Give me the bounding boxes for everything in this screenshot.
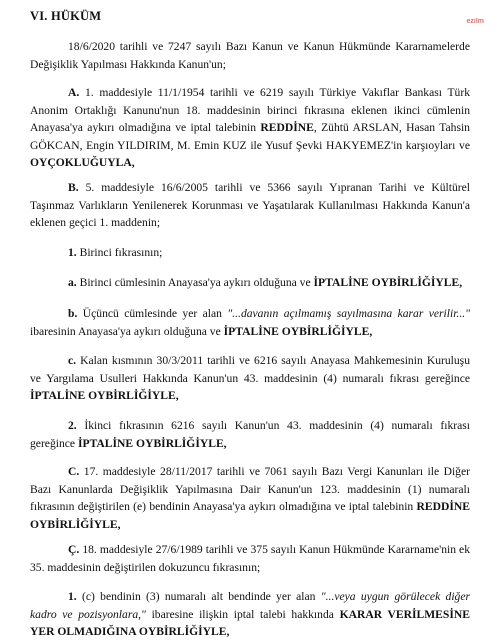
paragraph-b1 — [30, 244, 470, 262]
paragraph-a-label: A. — [68, 86, 80, 99]
paragraph-cc1 — [30, 588, 470, 641]
watermark-logo: ezilm — [466, 18, 484, 25]
paragraph-b1c — [30, 352, 470, 405]
paragraph-cc-label: Ç. — [68, 543, 80, 556]
paragraph-b1a — [30, 274, 470, 292]
intro-paragraph — [30, 38, 470, 73]
paragraph-cc1-quote: "...veya uygun görülecek diğer kadro ve pozisyonlara," — [30, 590, 470, 621]
paragraph-b1-text: Birinci fıkrasının; — [76, 246, 163, 259]
paragraph-cc-text: 18. maddesiyle 27/6/1989 tarihli ve 375 sayılı Kanun Hükmünde Kararname'nin ek 35. maddesinin değiştirilen dokuzuncu fıkrasının; — [30, 543, 470, 574]
paragraph-b-label: B. — [68, 181, 79, 194]
paragraph-c-decision: REDDİNE OYBİRLİĞİYLE, — [30, 500, 470, 531]
paragraph-b1-label: 1. — [68, 246, 77, 259]
paragraph-b — [30, 179, 470, 232]
paragraph-b1c-label: c. — [68, 354, 77, 367]
paragraph-b-text: 5. maddesiyle 16/6/2005 tarihli ve 5366 sayılı Yıpranan Tarihi ve Kültürel Taşınmaz Varlıkların Yenilenerek Korunması ve Yaşatılarak Kullanılması Hakkında Kanun'a eklenen geçici 1. maddenin; — [30, 181, 470, 229]
paragraph-b1b-text-2: ibaresinin Anayasa'ya aykırı olduğuna ve — [30, 324, 224, 338]
paragraph-c — [30, 463, 470, 533]
paragraph-cc1-decision: KARAR VERİLMESİNE YER OLMADIĞINA OYBİRLİĞİYLE, — [30, 607, 470, 638]
paragraph-c-text: 17. maddesiyle 28/11/2017 tarihli ve 7061 sayılı Bazı Vergi Kanunları ile Diğer Bazı Kanunlarda Değişiklik Yapılmasına Dair Kanun'un 123. maddesinin (1) numaralı fıkrasının değiştirilen (e) bendinin Anayasa'ya aykırı olmadığına ve iptal talebinin — [30, 465, 470, 513]
paragraph-b1b-text: Üçüncü cümlesinde yer alan — [77, 307, 228, 320]
paragraph-b2 — [30, 417, 470, 452]
paragraph-cc — [30, 541, 470, 576]
paragraph-b1a-decision: İPTALİNE OYBİRLİĞİYLE, — [313, 276, 463, 289]
paragraph-b2-label: 2. — [68, 419, 77, 432]
paragraph-cc1-text: (c) bendinin (3) numaralı alt bendinde yer alan — [76, 590, 321, 603]
paragraph-b1c-text: Kalan kısmının 30/3/2011 tarihli ve 6216 sayılı Anayasa Mahkemesinin Kuruluşu ve Yargılama Usulleri Hakkında Kanun'un 43. maddesinin (4) numaralı fıkrası gereğince — [30, 354, 470, 385]
paragraph-cc1-label: 1. — [68, 590, 77, 603]
paragraph-b1a-text: Birinci cümlesinin Anayasa'ya aykırı olduğuna ve — [76, 276, 314, 289]
paragraph-a-decision: REDDİNE — [260, 121, 314, 134]
paragraph-b1a-label: a. — [68, 276, 77, 289]
paragraph-cc1-text-2: ibaresine ilişkin iptal talebi hakkında — [145, 607, 340, 621]
paragraph-b1b — [30, 305, 470, 340]
paragraph-b1b-decision: İPTALİNE OYBİRLİĞİYLE, — [223, 324, 373, 338]
paragraph-b2-text: İkinci fıkrasının 6216 sayılı Kanun'un 43. maddesinin (4) numaralı fıkrası gereğince — [30, 419, 470, 450]
paragraph-a — [30, 84, 470, 172]
section-heading: VI. HÜKÜM — [30, 9, 102, 23]
paragraph-c-label: C. — [68, 465, 80, 478]
paragraph-b1b-label: b. — [68, 307, 78, 320]
intro-text: 18/6/2020 tarihli ve 7247 sayılı Bazı Kanun ve Kanun Hükmünde Kararnamelerde Değişiklik Yapılması Hakkında Kanun'un; — [30, 40, 470, 71]
paragraph-a-decision-2: OYÇOKLUĞUYLA, — [30, 156, 135, 169]
paragraph-a-text: 1. maddesiyle 11/1/1954 tarihli ve 6219 sayılı Türkiye Vakıflar Bankası Türk Anonim Ortaklığı Kanunu'nun 18. maddesinin birinci fıkrasına eklenen ikinci cümlenin Anayasa'ya aykırı olmadığına ve iptal talebinin — [30, 86, 470, 134]
paragraph-b1b-quote: "...davanın açılmamış sayılmasına karar verilir..." — [227, 307, 470, 320]
paragraph-b2-decision: İPTALİNE OYBİRLİĞİYLE, — [77, 436, 227, 450]
paragraph-a-tail: , Zühtü ARSLAN, Hasan Tahsin GÖKCAN, Engin YILDIRIM, M. Emin KUZ ile Yusuf Şevki HAKYEMEZ'in karşıoyları ve — [30, 121, 470, 152]
paragraph-b1c-decision: İPTALİNE OYBİRLİĞİYLE, — [30, 389, 179, 402]
